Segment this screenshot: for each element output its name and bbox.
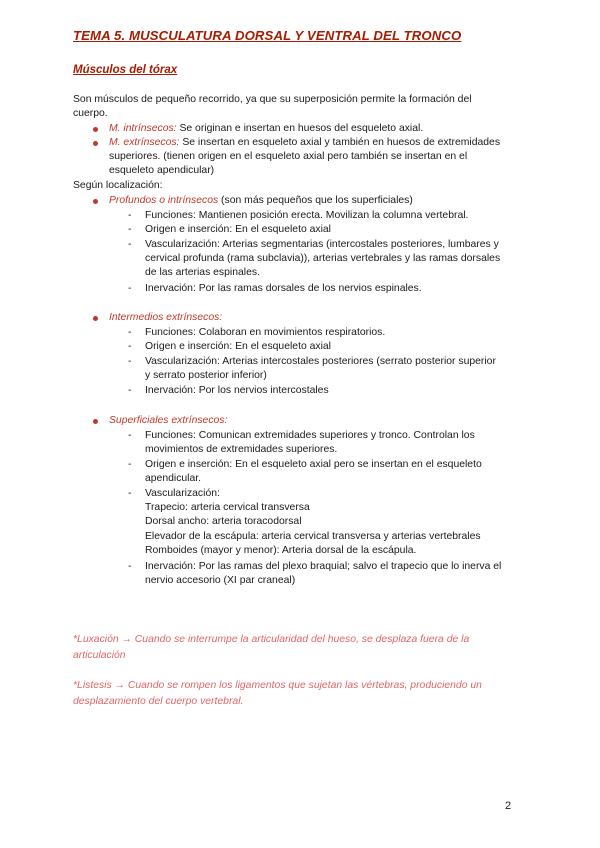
bullet-icon (93, 199, 98, 204)
note-line: articulación (73, 650, 126, 661)
dash-marker: - (128, 210, 132, 221)
detail-line: Origen e inserción: En el esqueleto axial (145, 341, 331, 352)
note-line: *Listesis → Cuando se rompen los ligamentos que sujetan las vértebras, produciendo un (73, 680, 482, 691)
detail-line: Inervación: Por las ramas dorsales de los nervios espinales. (145, 283, 422, 294)
detail-line: Vascularización: Arterias intercostales posteriores (serrato posterior superior (145, 356, 496, 367)
detail-line: Trapecio: arteria cervical transversa (145, 502, 310, 513)
list-item-text: superiores. (tienen origen en el esqueleto axial pero también se insertan en el (109, 151, 468, 162)
detail-line: Vascularización: Arterias segmentarias (intercostales posteriores, lumbares y (145, 239, 499, 250)
bullet-icon (93, 141, 98, 146)
section-title: Músculos del tórax (73, 64, 178, 76)
detail-line: Vascularización: (145, 488, 220, 499)
detail-line: Funciones: Comunican extremidades superiores y tronco. Controlan los (145, 430, 475, 441)
detail-line: Funciones: Mantienen posición erecta. Movilizan la columna vertebral. (145, 210, 469, 221)
detail-line: apendicular. (145, 473, 202, 484)
group-term: Superficiales extrínsecos: (109, 415, 228, 426)
detail-line: Funciones: Colaboran en movimientos respiratorios. (145, 327, 386, 338)
dash-marker: - (128, 341, 132, 352)
dash-marker: - (128, 459, 132, 470)
group-heading (109, 194, 413, 208)
detail-line: Romboides (mayor y menor): Arteria dorsal de la escápula. (145, 545, 417, 556)
term-label: M. intrínsecos: (109, 123, 177, 134)
group-suffix: (son más pequeños que los superficiales) (218, 195, 413, 206)
detail-line: movimientos de extremidades superiores. (145, 444, 338, 455)
dash-marker: - (128, 327, 132, 338)
detail-line: cervical profunda (rama subclavia)), arterias vertebrales y las ramas dorsales (145, 253, 501, 264)
page-number: 2 (505, 800, 512, 812)
group-term: Profundos o intrínsecos (109, 195, 219, 206)
dash-marker: - (128, 430, 132, 441)
detail-line: Origen e inserción: En el esqueleto axial pero se insertan en el esqueleto (145, 459, 482, 470)
intro-line: Son músculos de pequeño recorrido, ya que su superposición permite la formación del (73, 94, 472, 105)
dash-marker: - (128, 356, 132, 367)
intro-line: cuerpo. (73, 108, 108, 119)
bullet-icon (93, 419, 98, 424)
bullet-icon (93, 316, 98, 321)
note-line: *Luxación → Cuando se interrumpe la articularidad del hueso, se desplaza fuera de la (73, 634, 470, 645)
dash-marker: - (128, 239, 132, 250)
term-text: Se insertan en esqueleto axial y también en huesos de extremidades (179, 137, 501, 148)
detail-line: de las arterias espinales. (145, 267, 260, 278)
detail-line: Elevador de la escápula: arteria cervical transversa y arterias vertebrales (145, 531, 481, 542)
detail-line: y serrato posterior inferior) (145, 370, 267, 381)
detail-line: Inervación: Por los nervios intercostales (145, 385, 329, 396)
dash-marker: - (128, 385, 132, 396)
detail-line: Origen e inserción: En el esqueleto axial (145, 224, 331, 235)
location-label: Según localización: (73, 180, 163, 191)
list-item-text: esqueleto apendicular) (109, 165, 215, 176)
term-text: Se originan e insertan en huesos del esqueleto axial. (176, 123, 424, 134)
detail-line: Inervación: Por las ramas del plexo braquial; salvo el trapecio que lo inerva el (145, 561, 502, 572)
bullet-icon (93, 127, 98, 132)
term-label: M. extrínsecos: (109, 137, 180, 148)
page-title: TEMA 5. MUSCULATURA DORSAL Y VENTRAL DEL TRONCO (73, 28, 462, 43)
dash-marker: - (128, 283, 132, 294)
dash-marker: - (128, 224, 132, 235)
note-line: desplazamiento del cuerpo vertebral. (73, 696, 244, 707)
detail-line: Dorsal ancho: arteria toracodorsal (145, 516, 302, 527)
list-item (109, 122, 423, 136)
group-term: Intermedios extrínsecos: (109, 312, 223, 323)
detail-line: nervio accesorio (XI par craneal) (145, 575, 296, 586)
dash-marker: - (128, 561, 132, 572)
list-item (109, 136, 500, 150)
dash-marker: - (128, 488, 132, 499)
